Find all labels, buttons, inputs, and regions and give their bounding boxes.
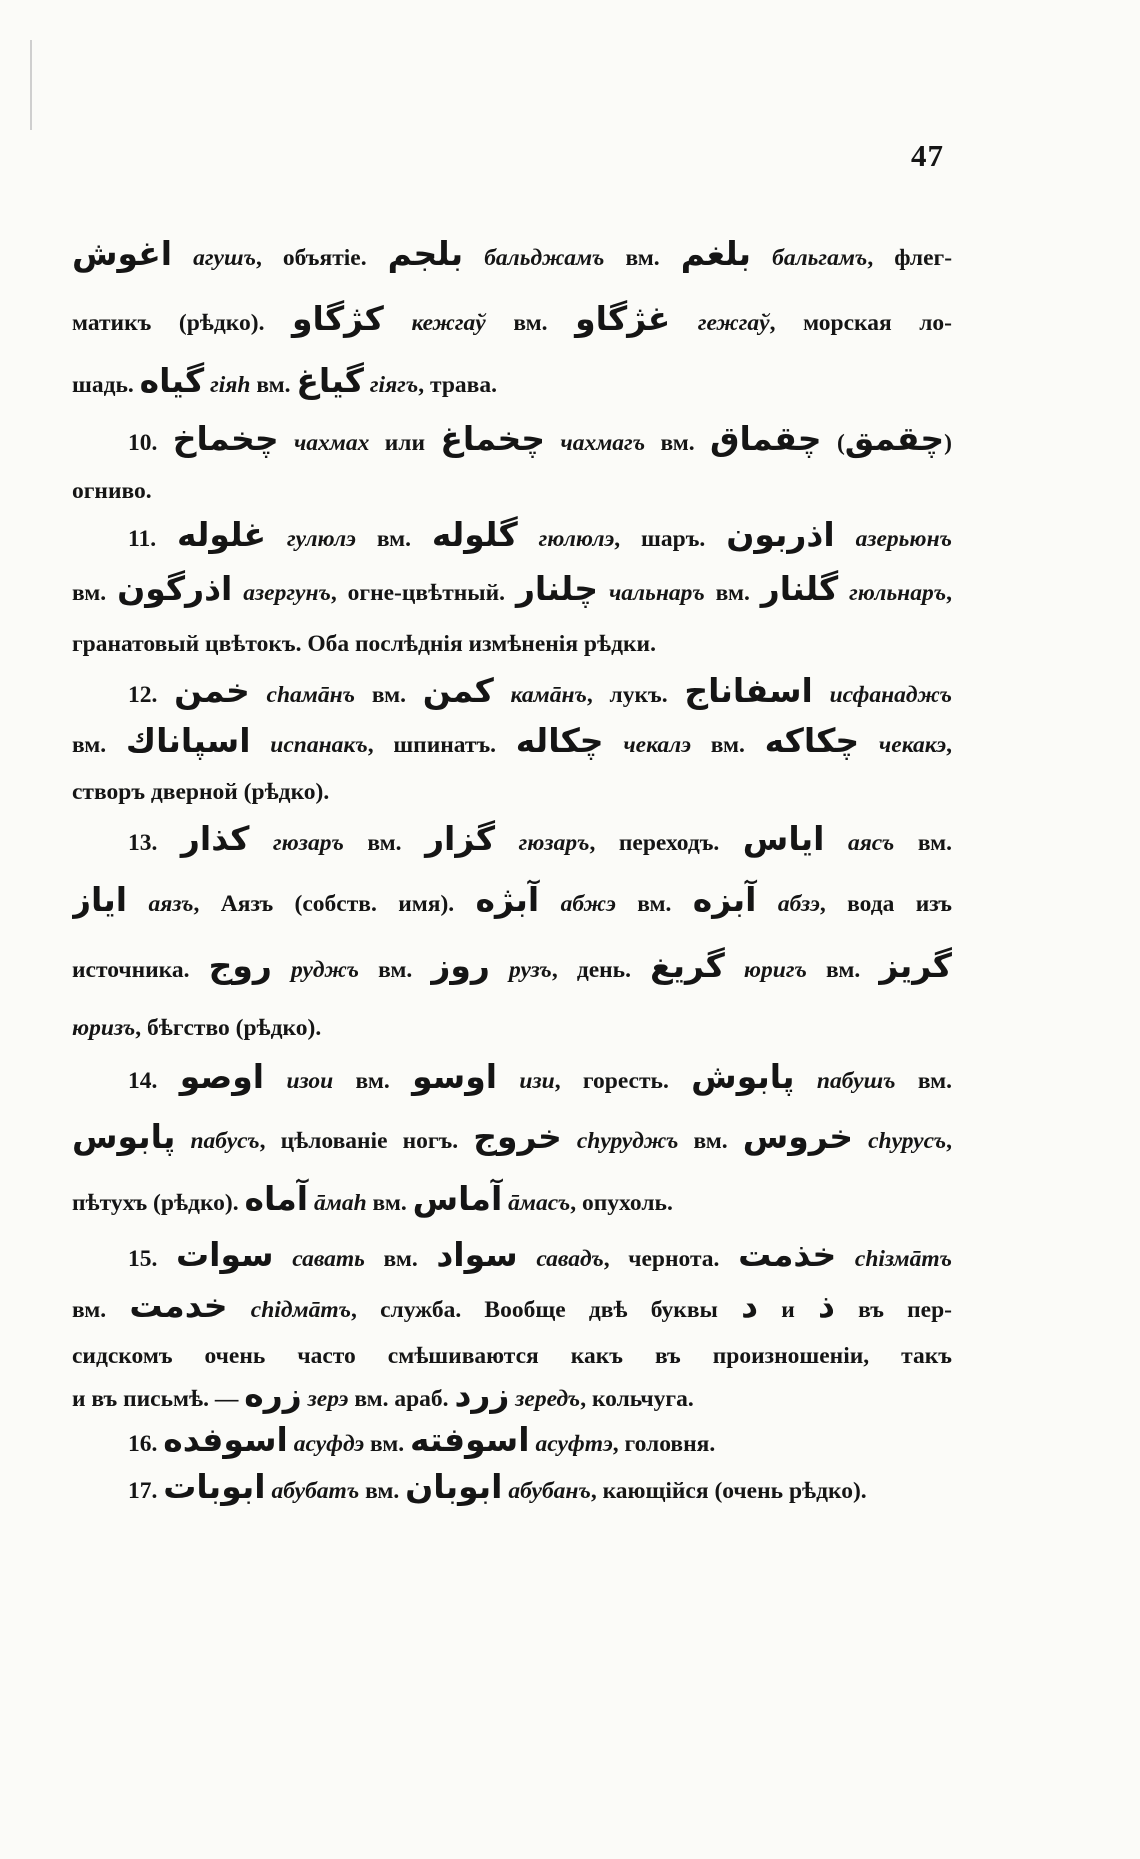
- roman-text: вм.: [355, 526, 432, 552]
- roman-text: вм.: [355, 682, 423, 708]
- text-line: [72, 1377, 952, 1421]
- arabic-word: اياس: [742, 819, 825, 858]
- transliteration: руджъ: [271, 957, 359, 983]
- arabic-word: چلنار: [515, 569, 599, 608]
- arabic-word: اياز: [72, 880, 128, 919]
- roman-text: вм.: [250, 372, 297, 398]
- roman-text: , шпинатъ.: [367, 732, 516, 758]
- transliteration: юризъ: [72, 1015, 136, 1041]
- roman-text: вм.: [364, 1246, 437, 1272]
- arabic-word: اغوش: [72, 234, 173, 273]
- arabic-word: گزار: [425, 819, 496, 858]
- arabic-word: اذرگون: [117, 569, 233, 608]
- text-line: [72, 1053, 952, 1109]
- transliteration: камāнъ: [493, 682, 587, 708]
- arabic-word: چکاکه: [764, 721, 860, 760]
- roman-text: , бѣгство (рѣдко).: [135, 1015, 322, 1041]
- arabic-word: چخماغ: [440, 419, 546, 458]
- arabic-word: گریغ: [650, 946, 725, 985]
- arabic-word: غلوله: [176, 515, 267, 554]
- roman-text: вм.: [485, 310, 576, 336]
- arabic-word: اوصو: [179, 1057, 265, 1096]
- roman-text: вм.: [72, 732, 126, 758]
- transliteration: гюльнаръ: [838, 580, 947, 606]
- transliteration: сhуруджъ: [561, 1128, 679, 1154]
- transliteration: савадъ: [517, 1246, 604, 1272]
- transliteration: чекакэ: [859, 732, 947, 758]
- transliteration: гюлюлэ: [517, 526, 615, 552]
- transliteration: гіягъ: [364, 372, 419, 398]
- text-line: [72, 815, 952, 871]
- transliteration: гюзаръ: [249, 830, 344, 856]
- roman-text: вм.: [72, 1297, 130, 1323]
- arabic-word: پابوس: [72, 1117, 176, 1156]
- transliteration: изои: [264, 1068, 334, 1094]
- transliteration: асуфтэ: [529, 1431, 613, 1457]
- roman-text: вм.: [895, 1068, 952, 1094]
- transliteration: гулюлэ: [266, 526, 356, 552]
- arabic-word: ابوبات: [163, 1467, 266, 1506]
- transliteration: испанакъ: [250, 732, 368, 758]
- roman-text: , объятіе.: [255, 245, 388, 271]
- transliteration: чальнаръ: [598, 580, 705, 606]
- arabic-word: گلوله: [431, 515, 518, 554]
- arabic-word: خروس: [742, 1117, 854, 1156]
- arabic-word: کژگاو: [292, 299, 384, 338]
- text-line: [72, 355, 952, 415]
- arabic-word: پابوش: [691, 1057, 795, 1096]
- text-line: [72, 1285, 952, 1335]
- roman-text: , служба. Вообще двѣ буквы: [351, 1297, 742, 1323]
- arabic-word: آبژه: [475, 880, 540, 919]
- arabic-word: گلنار: [760, 569, 839, 608]
- roman-text: , огне-цвѣтный.: [330, 580, 516, 606]
- roman-text: , кающійся (очень рѣдко).: [590, 1478, 867, 1504]
- transliteration: чекалэ: [603, 732, 691, 758]
- roman-text: гранатовый цвѣтокъ. Оба послѣднія измѣненія рѣдки.: [72, 631, 656, 657]
- transliteration: кежгаў: [383, 310, 486, 336]
- roman-text: вм.: [678, 1128, 743, 1154]
- arabic-word: اوسو: [412, 1057, 498, 1096]
- arabic-word: گریز: [879, 946, 952, 985]
- roman-text: матикъ (рѣдко).: [72, 310, 293, 336]
- roman-text: , кольчуга.: [580, 1386, 694, 1412]
- roman-text: и: [758, 1297, 818, 1323]
- transliteration: абзэ: [756, 891, 820, 917]
- arabic-word: اسوفده: [163, 1421, 288, 1459]
- transliteration: āмаh: [308, 1190, 367, 1216]
- roman-text: ,: [946, 1128, 952, 1154]
- text-line: [72, 721, 952, 769]
- roman-text: вм.: [333, 1068, 413, 1094]
- text-line: [72, 871, 952, 937]
- text-line: [72, 225, 952, 291]
- transliteration: рузъ: [489, 957, 552, 983]
- arabic-word: ابوبان: [405, 1467, 503, 1506]
- roman-text: ,: [946, 732, 952, 758]
- arabic-word: خمن: [174, 671, 250, 710]
- transliteration: юригъ: [724, 957, 807, 983]
- roman-text: вм.: [604, 245, 681, 271]
- transliteration: гежгаў: [670, 310, 770, 336]
- roman-text: вм.: [615, 891, 693, 917]
- arabic-word: خدمت: [129, 1286, 228, 1325]
- transliteration: изи: [497, 1068, 555, 1094]
- roman-text: створъ дверной (рѣдко).: [72, 779, 330, 805]
- roman-text: (: [821, 430, 845, 456]
- roman-text: , вода изъ: [819, 891, 952, 917]
- transliteration: гіяh: [204, 372, 251, 398]
- roman-text: , горесть.: [554, 1068, 692, 1094]
- arabic-word: سواد: [436, 1235, 518, 1274]
- text-line: [72, 415, 952, 471]
- roman-text: въ пер-: [834, 1297, 952, 1323]
- roman-text: вм.: [704, 580, 761, 606]
- roman-text: , флег-: [867, 245, 952, 271]
- text-line: [72, 471, 952, 511]
- arabic-word: غژگاو: [575, 299, 671, 338]
- transliteration: пабусъ: [175, 1128, 260, 1154]
- transliteration: абжэ: [539, 891, 616, 917]
- roman-text: источника.: [72, 957, 209, 983]
- text-line: [72, 937, 952, 1003]
- item-number: 12.: [128, 682, 175, 708]
- arabic-word: اسوفته: [410, 1421, 530, 1459]
- transliteration: савать: [273, 1246, 365, 1272]
- arabic-word: چقماق: [710, 419, 822, 458]
- page-number: 47: [911, 138, 944, 173]
- roman-text: , лукъ.: [586, 682, 685, 708]
- text-line: [72, 669, 952, 721]
- text-line: [72, 291, 952, 355]
- arabic-word: زرد: [454, 1377, 510, 1414]
- roman-text: огниво.: [72, 478, 152, 504]
- transliteration: азергунъ: [232, 580, 331, 606]
- arabic-word: سوات: [176, 1235, 274, 1274]
- roman-text: пѣтухъ (рѣдко).: [72, 1190, 245, 1216]
- text-line: [72, 567, 952, 619]
- item-number: 16.: [128, 1431, 164, 1457]
- roman-text: вм.: [690, 732, 765, 758]
- roman-text: , трава.: [418, 372, 497, 398]
- transliteration: сhамāнъ: [249, 682, 356, 708]
- roman-text: вм.: [645, 430, 711, 456]
- transliteration: азерьюнъ: [834, 526, 952, 552]
- arabic-word: كذار: [180, 819, 250, 858]
- transliteration: чахмагъ: [545, 430, 646, 456]
- roman-text: сидскомъ очень часто смѣшиваются какъ въ произношеніи, такъ: [72, 1343, 952, 1369]
- arabic-word: آماس: [412, 1179, 503, 1218]
- arabic-word: گیاغ: [296, 361, 364, 400]
- roman-text: , морская ло-: [769, 310, 952, 336]
- roman-text: ): [944, 430, 952, 456]
- arabic-word: آماه: [244, 1179, 309, 1218]
- roman-text: вм.: [358, 957, 432, 983]
- transliteration: аясъ: [824, 830, 895, 856]
- text-line: [72, 511, 952, 567]
- roman-text: , опухоль.: [570, 1190, 673, 1216]
- text-line: [72, 1421, 952, 1467]
- roman-text: вм. араб.: [348, 1386, 455, 1412]
- transliteration: гюзаръ: [495, 830, 590, 856]
- transliteration: аязъ: [127, 891, 194, 917]
- arabic-word: آبزه: [692, 880, 757, 919]
- text-body: [72, 225, 952, 1515]
- transliteration: сhідмāтъ: [227, 1297, 351, 1323]
- transliteration: сhурусъ: [853, 1128, 947, 1154]
- arabic-word: روز: [431, 946, 490, 985]
- roman-text: шадь.: [72, 372, 140, 398]
- arabic-word: چقمق: [844, 419, 945, 458]
- roman-text: ,: [946, 580, 952, 606]
- text-line: [72, 769, 952, 815]
- roman-text: , день.: [551, 957, 651, 983]
- roman-text: вм.: [366, 1190, 413, 1216]
- roman-text: и въ письмѣ. —: [72, 1386, 245, 1412]
- text-line: [72, 1467, 952, 1515]
- transliteration: чахмах: [278, 430, 370, 456]
- item-number: 10.: [128, 430, 173, 456]
- arabic-word: خروج: [473, 1117, 562, 1156]
- transliteration: пабушъ: [794, 1068, 896, 1094]
- text-line: [72, 1173, 952, 1233]
- roman-text: вм.: [359, 1478, 406, 1504]
- item-number: 11.: [128, 526, 177, 552]
- margin-rule: [30, 40, 32, 130]
- arabic-word: خذمت: [738, 1235, 837, 1274]
- roman-text: вм.: [343, 830, 426, 856]
- item-number: 17.: [128, 1478, 164, 1504]
- arabic-word: ذ: [817, 1286, 835, 1325]
- transliteration: сhізмāтъ: [836, 1246, 952, 1272]
- transliteration: бальджамъ: [463, 245, 605, 271]
- roman-text: , чернота.: [603, 1246, 739, 1272]
- transliteration: зерэ: [301, 1386, 349, 1412]
- transliteration: агушъ: [172, 245, 256, 271]
- arabic-word: د: [741, 1286, 759, 1325]
- arabic-word: زره: [244, 1377, 302, 1414]
- arabic-word: چکاله: [515, 721, 604, 760]
- transliteration: исфанаджъ: [812, 682, 952, 708]
- arabic-word: روج: [208, 946, 272, 985]
- arabic-word: بلجم: [387, 234, 464, 273]
- roman-text: , шаръ.: [614, 526, 727, 552]
- arabic-word: بلغم: [680, 234, 752, 273]
- text-line: [72, 1233, 952, 1285]
- roman-text: вм.: [894, 830, 952, 856]
- transliteration: абубатъ: [265, 1478, 360, 1504]
- item-number: 13.: [128, 830, 181, 856]
- arabic-word: اسپاناك: [125, 721, 251, 760]
- roman-text: , переходъ.: [589, 830, 743, 856]
- item-number: 14.: [128, 1068, 180, 1094]
- roman-text: , головня.: [612, 1431, 716, 1457]
- text-line: [72, 619, 952, 669]
- arabic-word: چخماخ: [172, 419, 279, 458]
- roman-text: , цѣлованіе ногъ.: [259, 1128, 474, 1154]
- roman-text: вм.: [806, 957, 880, 983]
- transliteration: зередъ: [509, 1386, 581, 1412]
- roman-text: вм.: [364, 1431, 411, 1457]
- item-number: 15.: [128, 1246, 176, 1272]
- transliteration: āмасъ: [502, 1190, 571, 1216]
- arabic-word: اسفاناج: [684, 671, 813, 710]
- text-line: [72, 1003, 952, 1053]
- transliteration: абубанъ: [502, 1478, 591, 1504]
- text-line: [72, 1335, 952, 1377]
- roman-text: вм.: [72, 580, 118, 606]
- text-line: [72, 1109, 952, 1173]
- transliteration: бальгамъ: [751, 245, 868, 271]
- roman-text: или: [369, 430, 441, 456]
- roman-text: , Аязъ (собств. имя).: [193, 891, 476, 917]
- transliteration: асуфдэ: [287, 1431, 365, 1457]
- arabic-word: کمن: [422, 671, 494, 710]
- arabic-word: اذربون: [726, 515, 835, 554]
- arabic-word: گیاه: [139, 361, 205, 400]
